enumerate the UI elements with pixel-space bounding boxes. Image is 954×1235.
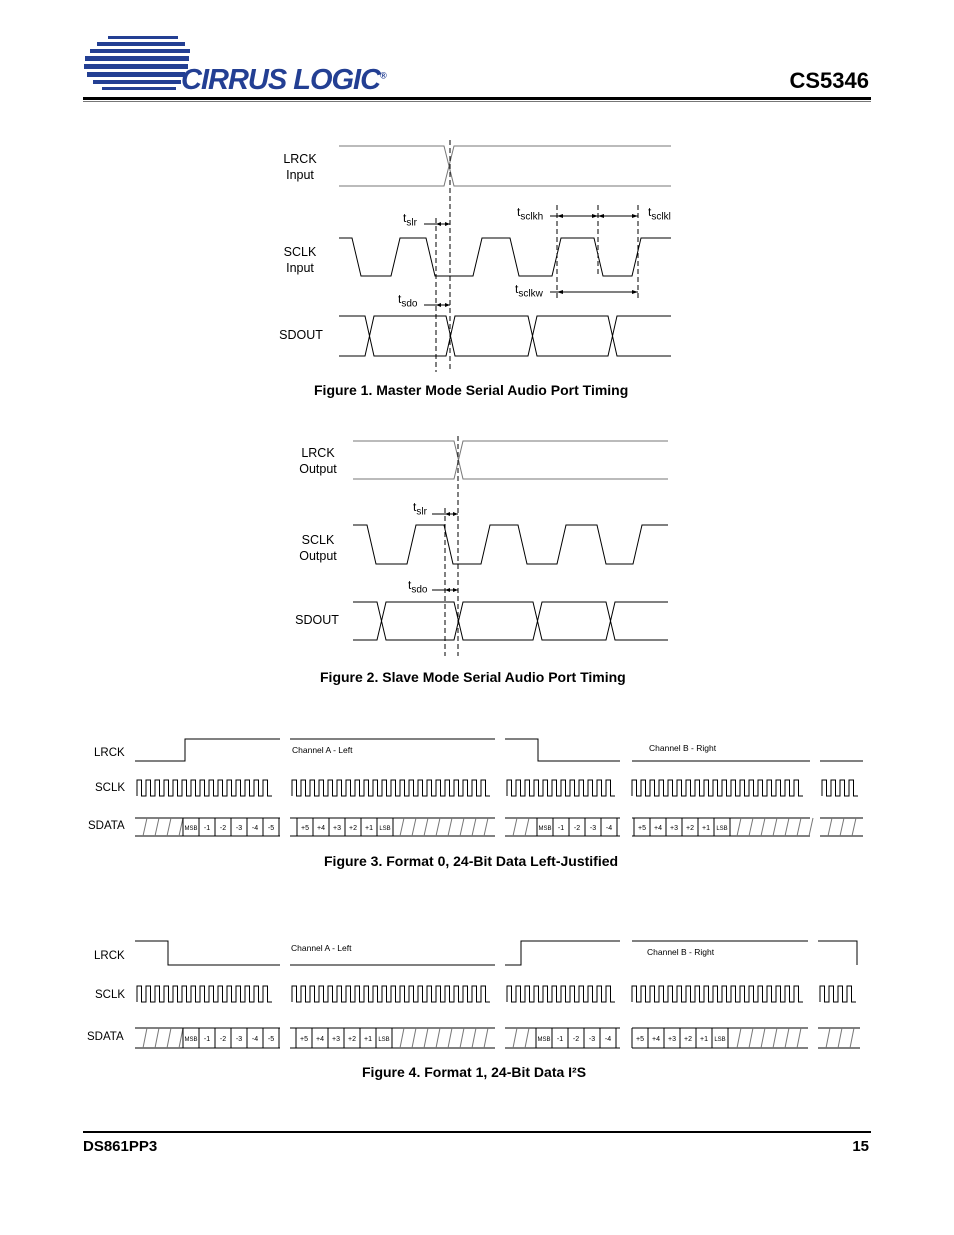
sdata-dontcare — [826, 1028, 830, 1048]
fig1-tsclkh-label: $t_{sclkh}$ — [517, 205, 544, 223]
bit-label: +5 — [301, 825, 309, 832]
sdata-dontcare — [828, 818, 832, 836]
fig1-lrck-label: LRCK Input — [283, 152, 317, 182]
fig4-format1-diagram — [130, 930, 870, 1055]
bit-label: LSB — [716, 826, 728, 832]
sclk-waveform — [137, 780, 272, 796]
bit-label: MSB — [184, 826, 198, 832]
fig4-sclk-label: SCLK — [95, 989, 126, 1001]
bit-label: +5 — [638, 825, 646, 832]
bit-label: +1 — [702, 825, 710, 832]
footer-rule — [83, 1131, 871, 1133]
bit-label: -4 — [251, 1036, 259, 1043]
bit-label: -3 — [588, 1036, 596, 1043]
fig1-tsdo-label: $t_{sdo}$ — [398, 292, 418, 310]
bit-label: MSB — [537, 1037, 551, 1043]
sdata-dontcare — [424, 818, 428, 836]
bit-label: -5 — [267, 825, 275, 832]
sdata-dontcare — [155, 1028, 159, 1048]
sdata-dontcare — [513, 1028, 517, 1048]
bit-label: MSB — [184, 1037, 198, 1043]
bit-label: -4 — [604, 1036, 612, 1043]
bit-label: +2 — [686, 825, 694, 832]
sdata-dontcare — [460, 818, 464, 836]
fig3-sclk-label: SCLK — [95, 782, 126, 794]
sdata-dontcare — [143, 818, 147, 836]
bit-label: +2 — [349, 825, 357, 832]
bit-label: -2 — [219, 825, 227, 832]
sdata-dontcare — [179, 1028, 183, 1048]
sdata-dontcare — [749, 818, 753, 836]
figure4-caption: Figure 4. Format 1, 24-Bit Data I²S — [362, 1064, 587, 1080]
fig1-timing-diagram — [330, 140, 680, 375]
bit-label: -1 — [203, 825, 211, 832]
sdata-dontcare — [525, 1028, 529, 1048]
bit-label: +2 — [348, 1036, 356, 1043]
bit-label: +5 — [300, 1036, 308, 1043]
fig1-tslr-label: $t_{slr}$ — [403, 211, 417, 229]
sdata-dontcare — [472, 818, 476, 836]
fig2-lrck-label: LRCK Output — [299, 446, 337, 476]
sclk-waveform — [292, 780, 490, 796]
sdata-dontcare — [797, 818, 801, 836]
header-rule — [83, 97, 871, 100]
bit-label: +1 — [364, 1036, 372, 1043]
bit-label: -3 — [235, 825, 243, 832]
bit-label: -2 — [572, 1036, 580, 1043]
sdata-dontcare — [513, 818, 517, 836]
bit-label: +2 — [684, 1036, 692, 1043]
sclk-waveform — [632, 780, 803, 796]
sdata-dontcare — [436, 818, 440, 836]
bit-label: -1 — [203, 1036, 211, 1043]
bit-label: +3 — [670, 825, 678, 832]
sdata-dontcare — [412, 818, 416, 836]
sdata-dontcare — [484, 818, 488, 836]
figure2-caption: Figure 2. Slave Mode Serial Audio Port Timing — [320, 669, 626, 685]
sclk-waveform — [632, 986, 803, 1002]
sdata-dontcare — [840, 818, 844, 836]
bit-label: -5 — [267, 1036, 275, 1043]
fig4-channel-b-label: Channel B - Right — [647, 947, 715, 957]
bit-label: +4 — [652, 1036, 660, 1043]
sdata-dontcare — [773, 1028, 777, 1048]
bit-label: +3 — [332, 1036, 340, 1043]
bit-label: -3 — [589, 825, 597, 832]
bit-label: -1 — [556, 1036, 564, 1043]
bit-label: +4 — [654, 825, 662, 832]
bit-label: -2 — [219, 1036, 227, 1043]
bit-label: +1 — [700, 1036, 708, 1043]
fig3-sdata-label: SDATA — [88, 820, 125, 832]
sdata-dontcare — [737, 1028, 741, 1048]
sdata-dontcare — [143, 1028, 147, 1048]
sdata-dontcare — [448, 1028, 452, 1048]
sdata-dontcare — [400, 818, 404, 836]
sclk-waveform — [820, 986, 856, 1002]
sdata-dontcare — [749, 1028, 753, 1048]
figure1-caption: Figure 1. Master Mode Serial Audio Port Timing — [314, 382, 629, 398]
sdata-dontcare — [737, 818, 741, 836]
fig3-format0-diagram — [130, 730, 870, 845]
part-number: CS5346 — [789, 68, 869, 93]
bit-label: -2 — [573, 825, 581, 832]
sdata-dontcare — [484, 1028, 488, 1048]
sclk-waveform — [507, 986, 615, 1002]
sdata-dontcare — [460, 1028, 464, 1048]
fig3-channel-b-label: Channel B - Right — [649, 743, 717, 753]
sclk-waveform — [507, 780, 615, 796]
sdata-dontcare — [852, 818, 856, 836]
bit-label: -4 — [605, 825, 613, 832]
fig4-channel-a-label: Channel A - Left — [291, 943, 352, 953]
fig2-sclk-label: SCLK Output — [299, 533, 337, 563]
sdata-dontcare — [167, 1028, 171, 1048]
document-id: DS861PP3 — [83, 1138, 158, 1155]
sdata-dontcare — [761, 818, 765, 836]
sdata-dontcare — [797, 1028, 801, 1048]
sdata-dontcare — [448, 818, 452, 836]
sdata-dontcare — [761, 1028, 765, 1048]
fig3-lrck-label: LRCK — [94, 747, 125, 759]
sdata-dontcare — [850, 1028, 854, 1048]
sdata-dontcare — [412, 1028, 416, 1048]
fig2-tsdo-label: $t_{sdo}$ — [408, 578, 428, 596]
fig1-sclk-label: SCLK Input — [283, 245, 317, 275]
bit-label: +5 — [636, 1036, 644, 1043]
bit-label: LSB — [379, 826, 391, 832]
bit-label: LSB — [714, 1037, 726, 1043]
sclk-waveform — [822, 780, 858, 796]
sdata-dontcare — [167, 818, 171, 836]
sdata-dontcare — [436, 1028, 440, 1048]
page-number: 15 — [852, 1138, 869, 1155]
fig1-tsclkw-label: $t_{sclkw}$ — [515, 282, 543, 300]
sdata-dontcare — [785, 1028, 789, 1048]
sdata-dontcare — [424, 1028, 428, 1048]
sclk-waveform — [137, 986, 272, 1002]
fig2-tslr-label: $t_{slr}$ — [413, 500, 427, 518]
bit-label: +4 — [317, 825, 325, 832]
bit-label: +3 — [668, 1036, 676, 1043]
bit-label: -1 — [557, 825, 565, 832]
bit-label: +1 — [365, 825, 373, 832]
sdata-dontcare — [809, 818, 813, 836]
fig2-timing-diagram — [345, 432, 675, 662]
fig1-sdout-label: SDOUT — [279, 328, 323, 342]
fig1-tsclkl-label: $t_{sclkl}$ — [648, 205, 671, 223]
bit-label: +4 — [316, 1036, 324, 1043]
sdata-dontcare — [838, 1028, 842, 1048]
brand-name: CIRRUS LOGIC® — [181, 64, 386, 96]
sdata-dontcare — [785, 818, 789, 836]
fig2-sdout-label: SDOUT — [295, 613, 339, 627]
bit-label: -4 — [251, 825, 259, 832]
header-rule-thin — [83, 101, 871, 102]
sdata-dontcare — [155, 818, 159, 836]
sdata-dontcare — [773, 818, 777, 836]
sdata-dontcare — [400, 1028, 404, 1048]
sdata-dontcare — [472, 1028, 476, 1048]
sclk-waveform — [292, 986, 490, 1002]
bit-label: +3 — [333, 825, 341, 832]
fig4-sdata-label: SDATA — [87, 1031, 124, 1043]
figure3-caption: Figure 3. Format 0, 24-Bit Data Left-Justified — [324, 853, 619, 869]
sdata-dontcare — [525, 818, 529, 836]
fig4-lrck-label: LRCK — [94, 950, 125, 962]
bit-label: MSB — [538, 826, 552, 832]
bit-label: LSB — [378, 1037, 390, 1043]
sdata-dontcare — [179, 818, 183, 836]
bit-label: -3 — [235, 1036, 243, 1043]
fig3-channel-a-label: Channel A - Left — [292, 745, 353, 755]
